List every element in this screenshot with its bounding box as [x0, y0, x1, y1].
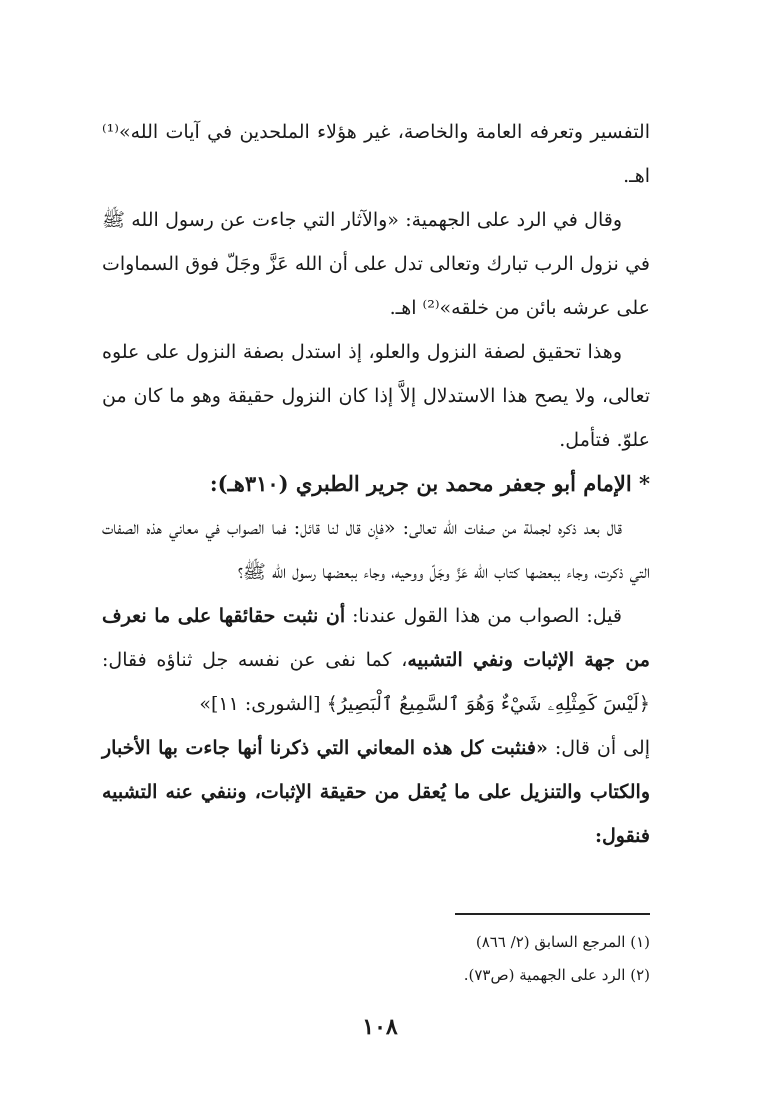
footnotes	[300, 926, 650, 992]
page-number: ١٠٨	[362, 1014, 398, 1040]
section-heading: * الإمام أبو جعفر محمد بن جرير الطبري (٣١٠هـ):	[209, 471, 650, 496]
footnote-divider	[455, 913, 650, 915]
paragraph-2: وقال في الرد على الجهمية: «والآثار التي جاءت عن رسول الله ﷺ في نزول الرب تبارك وتعالى تدل على أن الله عَزَّ وجَلّ فوق السماوات على عرشه بائن من خلقه»⁽²⁾ اهـ.	[102, 209, 650, 319]
paragraph-5-start: قيل: الصواب من هذا القول عندنا:	[345, 605, 622, 627]
main-text	[102, 110, 650, 858]
paragraph-5-end: ، كما نفى عن نفسه جل ثناؤه فقال: ﴿لَيْسَ كَمِثْلِهِۦ شَيْءٌ وَهُوَ ٱلسَّمِيعُ ٱلْبَصِيرُ﴾ [الشورى: ١١]»	[102, 649, 650, 715]
paragraph-5-bold: أن نثبت حقائقها على ما نعرف من جهة الإثبات ونفي التشبيه	[102, 605, 650, 671]
footnote-2: (٢) الرد على الجهمية (ص٧٣).	[463, 966, 650, 984]
paragraph-6-bold: «فنثبت كل هذه المعاني التي ذكرنا أنها جاءت بها الأخبار والكتاب والتنزيل على ما يُعقل من حقيقة الإثبات، وننفي عنه التشبيه فنقول:	[102, 737, 650, 847]
paragraph-6-start: إلى أن قال:	[547, 737, 650, 759]
paragraph-6	[102, 726, 650, 858]
paragraph-1: التفسير وتعرفه العامة والخاصة، غير هؤلاء الملحدين في آيات الله»⁽¹⁾ اهـ.	[102, 121, 650, 187]
footnote-1: (١) المرجع السابق (٢/ ٨٦٦)	[475, 933, 650, 951]
paragraph-4: قال بعد ذكره لجملة من صفات الله تعالى: «فإن قال لنا قائل: فما الصواب في معاني هذه الصفات التي ذكرت، وجاء ببعضها كتاب الله عَزَّ وجَلّ ووحيه، وجاء ببعضها رسول الله ﷺ؟	[102, 517, 650, 583]
paragraph-3: وهذا تحقيق لصفة النزول والعلو، إذ استدل بصفة النزول على علوه تعالى، ولا يصح هذا الاستدلال إلاَّ إذا كان النزول حقيقة وهو ما كان من علوّ. فتأمل.	[102, 341, 650, 451]
paragraph-5	[102, 594, 650, 726]
